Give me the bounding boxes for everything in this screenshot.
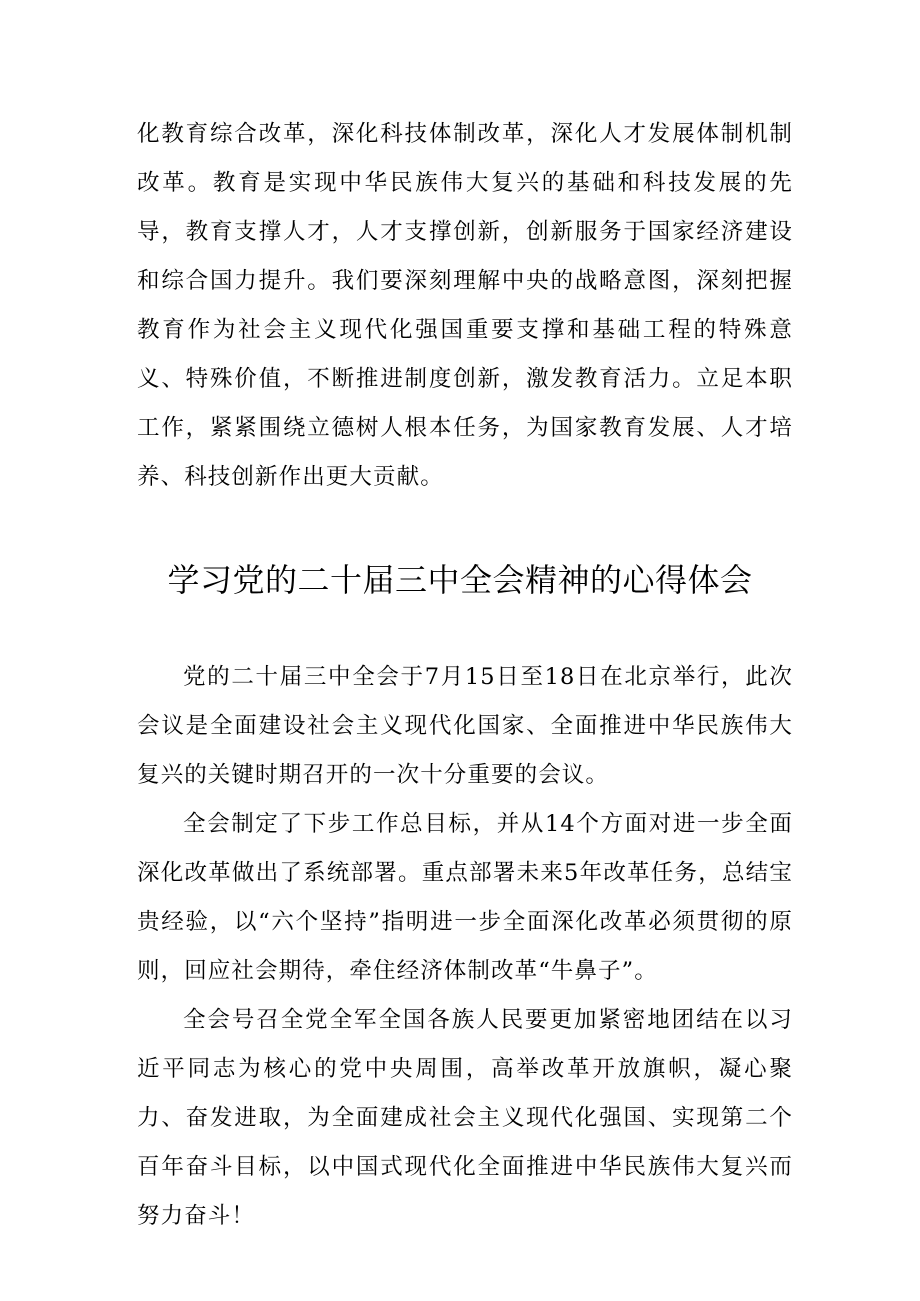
paragraph-1: 党的二十届三中全会于7月15日至18日在北京举行，此次会议是全面建设社会主义现代化国家、全面推进中华民族伟大复兴的关键时期召开的一次十分重要的会议。	[137, 664, 793, 788]
page-title: 学习党的二十届三中全会精神的心得体会	[167, 561, 753, 599]
paragraph-2: 全会制定了下步工作总目标，并从14个方面对进一步全面深化改革做出了系统部署。重点部署未来5年改革任务，总结宝贵经验，以“六个坚持”指明进一步全面深化改革必须贯彻的原则，回应社会期待，牵住经济体制改革“牛鼻子”。	[137, 811, 793, 984]
paragraph-3: 全会号召全党全军全国各族人民要更加紧密地团结在以习近平同志为核心的党中央周围，高举改革开放旗帜，凝心聚力、奋发进取，为全面建成社会主义现代化强国、实现第二个百年奋斗目标，以中国式现代化全面推进中华民族伟大复兴而努力奋斗！	[137, 1007, 793, 1229]
continuation-paragraph: 化教育综合改革，深化科技体制改革，深化人才发展体制机制改革。教育是实现中华民族伟大复兴的基础和科技发展的先导，教育支撑人才，人才支撑创新，创新服务于国家经济建设和综合国力提升。我们要深刻理解中央的战略意图，深刻把握教育作为社会主义现代化强国重要支撑和基础工程的特殊意义、特殊价值，不断推进制度创新，激发教育活力。立足本职工作，紧紧围绕立德树人根本任务，为国家教育发展、人才培养、科技创新作出更大贡献。	[137, 121, 793, 490]
